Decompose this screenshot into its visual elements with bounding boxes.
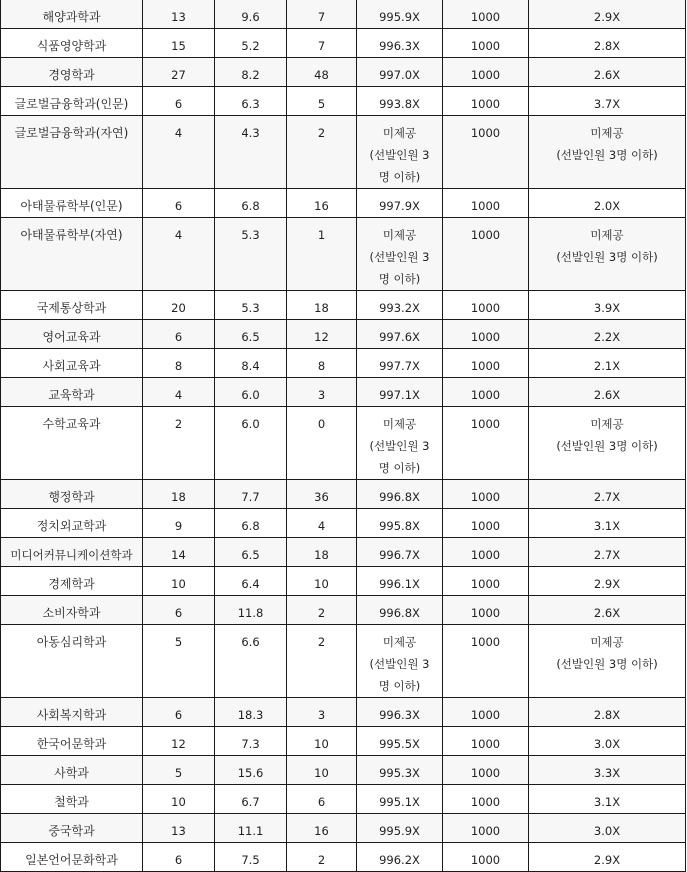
grade-cell: 3.1X — [529, 785, 686, 814]
table-row — [1, 189, 686, 218]
competition-rate-cell: 6.5 — [215, 320, 287, 349]
grade-cell: 2.6X — [529, 596, 686, 625]
max-score-cell: 1000 — [443, 596, 529, 625]
max-score-cell: 1000 — [443, 0, 529, 29]
waitlist-cell: 3 — [287, 698, 357, 727]
score-cell: 미제공 (선발인원 3 명 이하) — [357, 218, 443, 291]
recruit-count-cell: 10 — [143, 785, 215, 814]
waitlist-cell: 2 — [287, 596, 357, 625]
max-score-cell: 1000 — [443, 814, 529, 843]
recruit-count-cell: 6 — [143, 698, 215, 727]
department-cell: 정치외교학과 — [1, 509, 143, 538]
grade-cell: 2.6X — [529, 58, 686, 87]
score-cell: 993.2X — [357, 291, 443, 320]
table-row — [1, 596, 686, 625]
competition-rate-cell: 6.0 — [215, 378, 287, 407]
waitlist-cell: 10 — [287, 756, 357, 785]
recruit-count-cell: 5 — [143, 625, 215, 698]
waitlist-cell: 0 — [287, 407, 357, 480]
department-cell: 사회복지학과 — [1, 698, 143, 727]
recruit-count-cell: 13 — [143, 0, 215, 29]
grade-cell: 3.9X — [529, 291, 686, 320]
grade-cell: 미제공 (선발인원 3명 이하) — [529, 218, 686, 291]
grade-cell: 3.1X — [529, 509, 686, 538]
waitlist-cell: 16 — [287, 814, 357, 843]
department-cell: 수학교육과 — [1, 407, 143, 480]
grade-cell: 2.6X — [529, 378, 686, 407]
waitlist-cell: 16 — [287, 189, 357, 218]
competition-rate-cell: 5.3 — [215, 291, 287, 320]
department-cell: 아태물류학부(자연) — [1, 218, 143, 291]
score-cell: 996.3X — [357, 29, 443, 58]
max-score-cell: 1000 — [443, 320, 529, 349]
table-row — [1, 785, 686, 814]
competition-rate-cell: 11.1 — [215, 814, 287, 843]
score-cell: 995.8X — [357, 509, 443, 538]
score-cell: 995.5X — [357, 727, 443, 756]
grade-cell: 2.9X — [529, 843, 686, 872]
competition-rate-cell: 6.0 — [215, 407, 287, 480]
waitlist-cell: 1 — [287, 218, 357, 291]
competition-rate-cell: 6.6 — [215, 625, 287, 698]
grade-cell: 2.9X — [529, 567, 686, 596]
table-row — [1, 0, 686, 29]
max-score-cell: 1000 — [443, 378, 529, 407]
waitlist-cell: 5 — [287, 87, 357, 116]
department-cell: 아동심리학과 — [1, 625, 143, 698]
waitlist-cell: 2 — [287, 843, 357, 872]
table-row — [1, 378, 686, 407]
recruit-count-cell: 6 — [143, 87, 215, 116]
competition-rate-cell: 11.8 — [215, 596, 287, 625]
grade-cell: 2.1X — [529, 349, 686, 378]
recruit-count-cell: 6 — [143, 189, 215, 218]
recruit-count-cell: 20 — [143, 291, 215, 320]
table-row — [1, 567, 686, 596]
department-cell: 글로벌금융학과(자연) — [1, 116, 143, 189]
score-cell: 995.9X — [357, 814, 443, 843]
recruit-count-cell: 18 — [143, 480, 215, 509]
max-score-cell: 1000 — [443, 349, 529, 378]
max-score-cell: 1000 — [443, 291, 529, 320]
department-cell: 글로벌금융학과(인문) — [1, 87, 143, 116]
score-cell: 미제공 (선발인원 3 명 이하) — [357, 407, 443, 480]
competition-rate-cell: 5.3 — [215, 218, 287, 291]
competition-rate-cell: 7.5 — [215, 843, 287, 872]
table-row — [1, 87, 686, 116]
competition-rate-cell: 6.4 — [215, 567, 287, 596]
grade-cell: 2.8X — [529, 29, 686, 58]
competition-rate-cell: 6.3 — [215, 87, 287, 116]
waitlist-cell: 2 — [287, 625, 357, 698]
competition-rate-cell: 4.3 — [215, 116, 287, 189]
recruit-count-cell: 14 — [143, 538, 215, 567]
grade-cell: 2.7X — [529, 538, 686, 567]
table-row — [1, 698, 686, 727]
competition-rate-cell: 8.2 — [215, 58, 287, 87]
waitlist-cell: 6 — [287, 785, 357, 814]
score-cell: 996.1X — [357, 567, 443, 596]
max-score-cell: 1000 — [443, 567, 529, 596]
waitlist-cell: 7 — [287, 0, 357, 29]
recruit-count-cell: 2 — [143, 407, 215, 480]
recruit-count-cell: 15 — [143, 29, 215, 58]
table-row — [1, 756, 686, 785]
waitlist-cell: 18 — [287, 538, 357, 567]
department-cell: 한국어문학과 — [1, 727, 143, 756]
score-cell: 993.8X — [357, 87, 443, 116]
competition-rate-cell: 18.3 — [215, 698, 287, 727]
department-cell: 해양과학과 — [1, 0, 143, 29]
score-cell: 995.1X — [357, 785, 443, 814]
recruit-count-cell: 4 — [143, 116, 215, 189]
department-cell: 행정학과 — [1, 480, 143, 509]
table-row — [1, 407, 686, 480]
max-score-cell: 1000 — [443, 58, 529, 87]
score-cell: 995.3X — [357, 756, 443, 785]
max-score-cell: 1000 — [443, 407, 529, 480]
department-cell: 경제학과 — [1, 567, 143, 596]
recruit-count-cell: 6 — [143, 320, 215, 349]
table-row — [1, 349, 686, 378]
competition-rate-cell: 7.3 — [215, 727, 287, 756]
waitlist-cell: 3 — [287, 378, 357, 407]
department-cell: 중국학과 — [1, 814, 143, 843]
waitlist-cell: 18 — [287, 291, 357, 320]
competition-rate-cell: 15.6 — [215, 756, 287, 785]
score-cell: 996.8X — [357, 480, 443, 509]
table-row — [1, 291, 686, 320]
recruit-count-cell: 8 — [143, 349, 215, 378]
score-cell: 997.9X — [357, 189, 443, 218]
department-cell: 소비자학과 — [1, 596, 143, 625]
competition-rate-cell: 6.5 — [215, 538, 287, 567]
recruit-count-cell: 5 — [143, 756, 215, 785]
competition-rate-cell: 9.6 — [215, 0, 287, 29]
max-score-cell: 1000 — [443, 727, 529, 756]
grade-cell: 미제공 (선발인원 3명 이하) — [529, 407, 686, 480]
department-cell: 국제통상학과 — [1, 291, 143, 320]
table-row — [1, 538, 686, 567]
waitlist-cell: 36 — [287, 480, 357, 509]
waitlist-cell: 12 — [287, 320, 357, 349]
score-cell: 997.7X — [357, 349, 443, 378]
grade-cell: 미제공 (선발인원 3명 이하) — [529, 116, 686, 189]
department-cell: 경영학과 — [1, 58, 143, 87]
waitlist-cell: 10 — [287, 727, 357, 756]
score-cell: 996.2X — [357, 843, 443, 872]
table-row — [1, 29, 686, 58]
max-score-cell: 1000 — [443, 625, 529, 698]
competition-rate-cell: 5.2 — [215, 29, 287, 58]
department-cell: 철학과 — [1, 785, 143, 814]
max-score-cell: 1000 — [443, 756, 529, 785]
score-cell: 997.6X — [357, 320, 443, 349]
score-cell: 996.7X — [357, 538, 443, 567]
score-cell: 997.1X — [357, 378, 443, 407]
score-cell: 미제공 (선발인원 3 명 이하) — [357, 116, 443, 189]
max-score-cell: 1000 — [443, 189, 529, 218]
waitlist-cell: 7 — [287, 29, 357, 58]
max-score-cell: 1000 — [443, 29, 529, 58]
table-row — [1, 727, 686, 756]
waitlist-cell: 2 — [287, 116, 357, 189]
waitlist-cell: 4 — [287, 509, 357, 538]
competition-rate-cell: 6.7 — [215, 785, 287, 814]
score-cell: 996.3X — [357, 698, 443, 727]
max-score-cell: 1000 — [443, 785, 529, 814]
grade-cell: 미제공 (선발인원 3명 이하) — [529, 625, 686, 698]
grade-cell: 2.0X — [529, 189, 686, 218]
score-cell: 996.8X — [357, 596, 443, 625]
grade-cell: 2.2X — [529, 320, 686, 349]
table-row — [1, 814, 686, 843]
max-score-cell: 1000 — [443, 480, 529, 509]
recruit-count-cell: 4 — [143, 378, 215, 407]
grade-cell: 2.7X — [529, 480, 686, 509]
competition-rate-cell: 6.8 — [215, 189, 287, 218]
score-cell: 997.0X — [357, 58, 443, 87]
recruit-count-cell: 27 — [143, 58, 215, 87]
grade-cell: 3.0X — [529, 727, 686, 756]
table-row — [1, 625, 686, 698]
competition-rate-cell: 8.4 — [215, 349, 287, 378]
table-row — [1, 320, 686, 349]
score-cell: 미제공 (선발인원 3 명 이하) — [357, 625, 443, 698]
table-row — [1, 58, 686, 87]
table-row — [1, 218, 686, 291]
waitlist-cell: 48 — [287, 58, 357, 87]
table-row — [1, 480, 686, 509]
waitlist-cell: 8 — [287, 349, 357, 378]
table-row — [1, 116, 686, 189]
department-cell: 사학과 — [1, 756, 143, 785]
grade-cell: 2.9X — [529, 0, 686, 29]
max-score-cell: 1000 — [443, 87, 529, 116]
grade-cell: 3.7X — [529, 87, 686, 116]
grade-cell: 3.0X — [529, 814, 686, 843]
grade-cell: 3.3X — [529, 756, 686, 785]
max-score-cell: 1000 — [443, 509, 529, 538]
table-row — [1, 843, 686, 872]
recruit-count-cell: 10 — [143, 567, 215, 596]
max-score-cell: 1000 — [443, 698, 529, 727]
max-score-cell: 1000 — [443, 843, 529, 872]
recruit-count-cell: 4 — [143, 218, 215, 291]
department-cell: 일본언어문화학과 — [1, 843, 143, 872]
grade-cell: 2.8X — [529, 698, 686, 727]
waitlist-cell: 10 — [287, 567, 357, 596]
max-score-cell: 1000 — [443, 218, 529, 291]
department-cell: 영어교육과 — [1, 320, 143, 349]
score-cell: 995.9X — [357, 0, 443, 29]
recruit-count-cell: 12 — [143, 727, 215, 756]
table-row — [1, 509, 686, 538]
department-cell: 사회교육과 — [1, 349, 143, 378]
recruit-count-cell: 6 — [143, 843, 215, 872]
department-cell: 식품영양학과 — [1, 29, 143, 58]
department-cell: 교육학과 — [1, 378, 143, 407]
department-cell: 미디어커뮤니케이션학과 — [1, 538, 143, 567]
recruit-count-cell: 13 — [143, 814, 215, 843]
table-body — [1, 0, 686, 872]
recruit-count-cell: 9 — [143, 509, 215, 538]
recruit-count-cell: 6 — [143, 596, 215, 625]
competition-rate-cell: 7.7 — [215, 480, 287, 509]
department-cell: 아태물류학부(인문) — [1, 189, 143, 218]
competition-rate-cell: 6.8 — [215, 509, 287, 538]
max-score-cell: 1000 — [443, 538, 529, 567]
max-score-cell: 1000 — [443, 116, 529, 189]
